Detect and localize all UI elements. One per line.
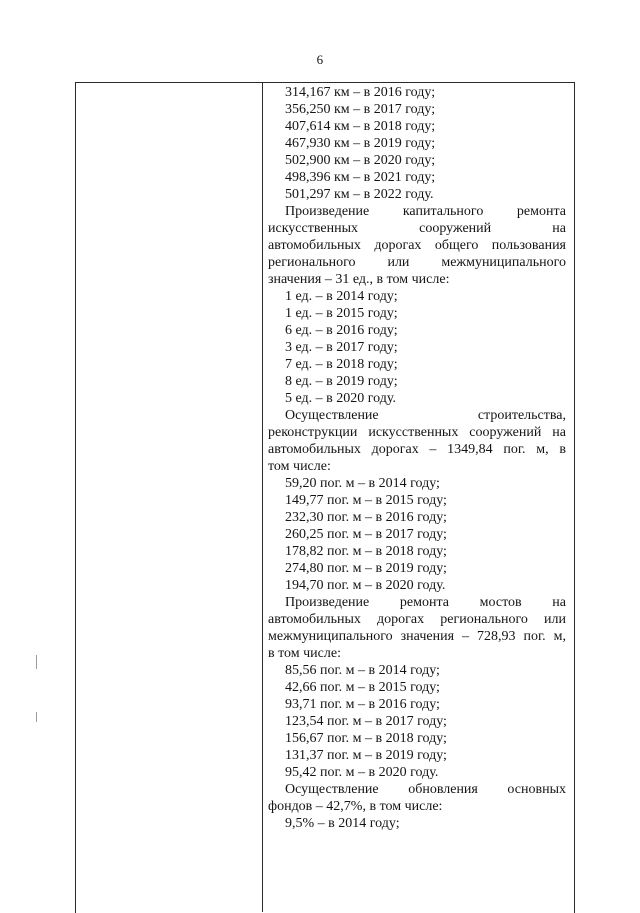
heading-line: Произведение капитального ремонта <box>285 204 566 219</box>
list-item: 149,77 пог. м – в 2015 году; <box>285 493 447 508</box>
heading-line: регионального или межмуниципального <box>268 255 566 270</box>
list-item: 260,25 пог. м – в 2017 году; <box>285 527 447 542</box>
list-item: 42,66 пог. м – в 2015 году; <box>285 680 440 695</box>
heading-line: автомобильных дорогах – 1349,84 пог. м, в <box>268 442 566 457</box>
heading-line: межмуниципального значения – 728,93 пог. м, <box>268 629 566 644</box>
list-item: 3 ед. – в 2017 году; <box>285 340 398 355</box>
heading-line: Произведение ремонта мостов на <box>285 595 566 610</box>
list-item: 407,614 км – в 2018 году; <box>285 119 436 134</box>
paragraph-block <box>268 84 566 203</box>
list-item: 123,54 пог. м – в 2017 году; <box>285 714 447 729</box>
list-item: 93,71 пог. м – в 2016 году; <box>285 697 440 712</box>
list-item: 1 ед. – в 2014 году; <box>285 289 398 304</box>
heading-line: том числе: <box>268 459 331 474</box>
list-item: 7 ед. – в 2018 году; <box>285 357 398 372</box>
column-divider <box>262 82 263 912</box>
heading-line: автомобильных дорогах общего пользования <box>268 238 566 253</box>
list-item: 85,56 пог. м – в 2014 году; <box>285 663 440 678</box>
table-right-cell <box>268 84 566 832</box>
paragraph-block <box>268 203 566 407</box>
list-item: 131,37 пог. м – в 2019 году; <box>285 748 447 763</box>
list-item: 5 ед. – в 2020 году. <box>285 391 396 406</box>
heading-line: реконструкции искусственных сооружений на <box>268 425 566 440</box>
page-number: 6 <box>316 52 324 67</box>
list-item: 194,70 пог. м – в 2020 году. <box>285 578 446 593</box>
heading-line: фондов – 42,7%, в том числе: <box>268 799 443 814</box>
list-item: 356,250 км – в 2017 году; <box>285 102 436 117</box>
list-item: 274,80 пог. м – в 2019 году; <box>285 561 447 576</box>
scan-artifact <box>36 712 37 722</box>
list-item: 178,82 пог. м – в 2018 году; <box>285 544 447 559</box>
list-item: 467,930 км – в 2019 году; <box>285 136 436 151</box>
heading-line: значения – 31 ед., в том числе: <box>268 272 450 287</box>
paragraph-block <box>268 781 566 832</box>
scan-artifact <box>36 655 37 669</box>
list-item: 501,297 км – в 2022 году. <box>285 187 434 202</box>
paragraph-block <box>268 407 566 594</box>
list-item: 156,67 пог. м – в 2018 году; <box>285 731 447 746</box>
paragraph-block <box>268 594 566 781</box>
heading-line: искусственных сооружений на <box>268 221 566 236</box>
heading-line: Осуществление строительства, <box>285 408 566 423</box>
list-item: 59,20 пог. м – в 2014 году; <box>285 476 440 491</box>
list-item: 502,900 км – в 2020 году; <box>285 153 436 168</box>
list-item: 1 ед. – в 2015 году; <box>285 306 398 321</box>
list-item: 498,396 км – в 2021 году; <box>285 170 436 185</box>
list-item: 6 ед. – в 2016 году; <box>285 323 398 338</box>
list-item: 95,42 пог. м – в 2020 году. <box>285 765 439 780</box>
list-item: 9,5% – в 2014 году; <box>285 816 400 831</box>
heading-line: в том числе: <box>268 646 341 661</box>
heading-line: автомобильных дорогах регионального или <box>268 612 566 627</box>
list-item: 8 ед. – в 2019 году; <box>285 374 398 389</box>
list-item: 314,167 км – в 2016 году; <box>285 85 436 100</box>
heading-line: Осуществление обновления основных <box>285 782 566 797</box>
list-item: 232,30 пог. м – в 2016 году; <box>285 510 447 525</box>
